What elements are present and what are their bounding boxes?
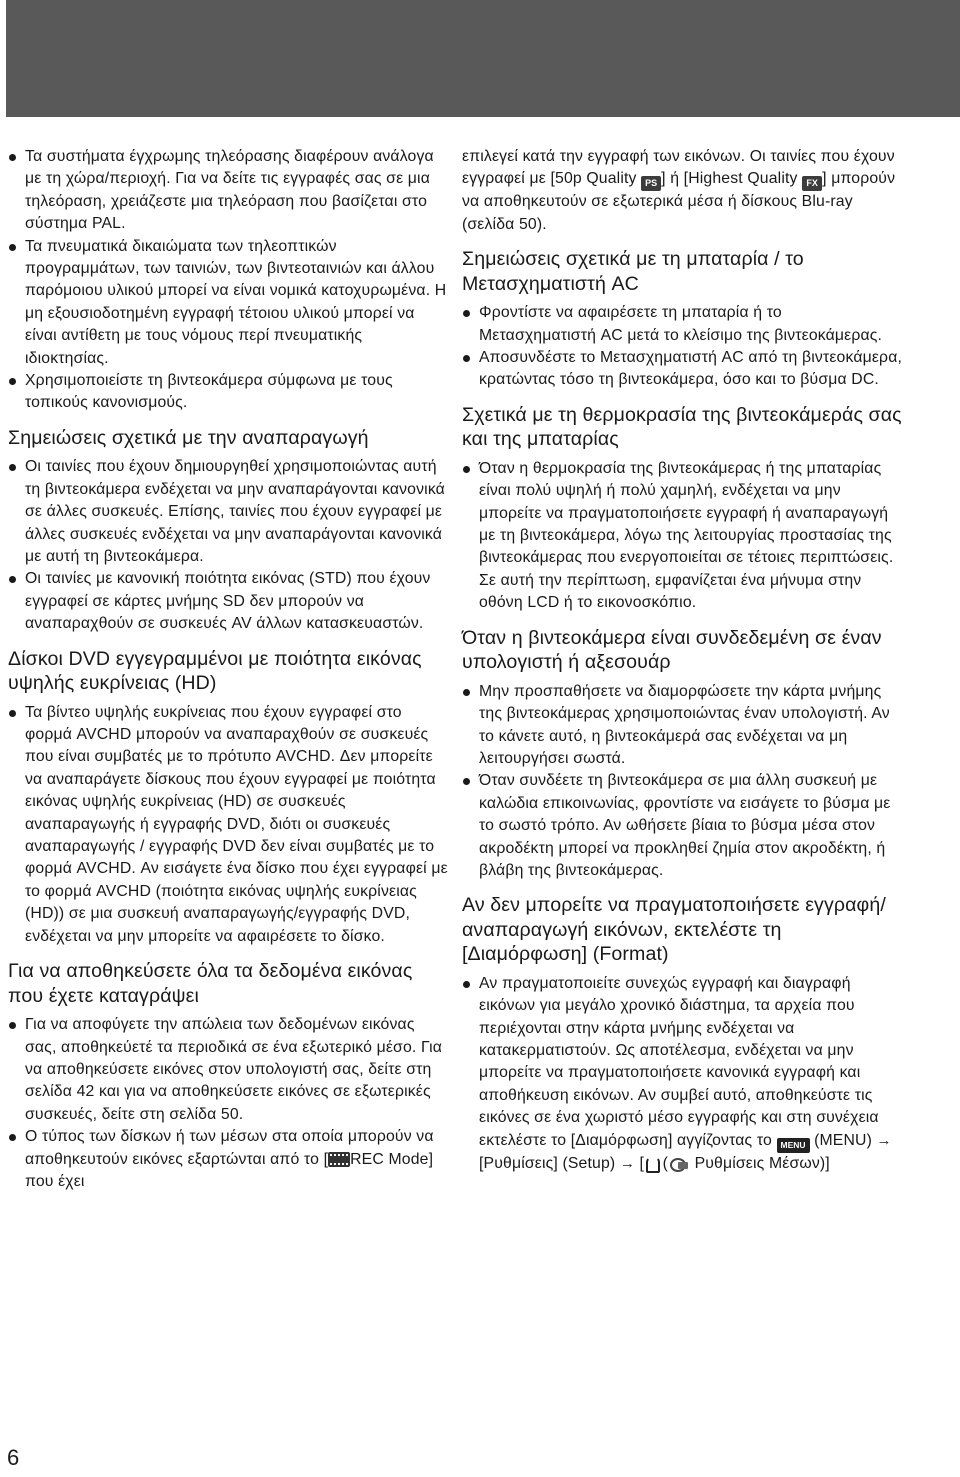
- section-heading-playback: Σημειώσεις σχετικά με την αναπαραγωγή: [8, 426, 369, 449]
- page-number: 6: [7, 1445, 20, 1470]
- list-item: [462, 347, 902, 392]
- setup-tool-icon: [644, 1156, 658, 1171]
- bullet-icon: [9, 464, 16, 471]
- bullet-icon: [9, 244, 16, 251]
- list-item-text: Για να αποφύγετε την απώλεια των δεδομένων εικόνας σας, αποθηκεύετέ τα περιοδικά σε ένα εξωτερικό μέσο. Για να αποθηκεύσετε εικόνες στον υπολογιστή σας, δείτε στη σελίδα 42 και για να αποθηκεύσετε εικόνες σε εξωτερικές συσκευές, δείτε στη σελίδα 50.: [25, 1016, 443, 1123]
- list-item: [462, 458, 902, 615]
- list-item: [462, 973, 902, 1175]
- list-item: [8, 146, 448, 236]
- bullet-icon: [463, 310, 470, 317]
- continued-paragraph: [462, 146, 902, 236]
- right-arrow-icon: →: [619, 1154, 636, 1172]
- save-list: [8, 1014, 448, 1193]
- list-item: [8, 568, 448, 635]
- list-item: [462, 681, 902, 771]
- intro-list: [8, 146, 448, 415]
- list-item-text: Οι ταινίες με κανονική ποιότητα εικόνας (STD) που έχουν εγγραφεί σε κάρτες μνήμης SD δεν μπορούν να αναπαραχθούν σε συσκευές AV άλλων κατασκευαστών.: [25, 570, 431, 633]
- list-item: [8, 236, 448, 370]
- text-segment: Ρυθμίσεις Μέσων)]: [690, 1154, 830, 1172]
- bullet-icon: [463, 689, 470, 696]
- section-heading-save: Για να αποθηκεύσετε όλα τα δεδομένα εικόνας που έχετε καταγράψει: [8, 960, 413, 1007]
- list-item-text: Αν πραγματοποιείτε συνεχώς εγγραφή και διαγραφή εικόνων για μεγάλο χρονικό διάστημα, τα αρχεία που περιέχονται στην κάρτα μνήμης ενδέχεται να κατακερματιστούν. Ως αποτέλεσμα, ενδέχεται να μην μπορείτε να πραγματοποιήσετε κανονικά εγγραφή και αποθήκευση εικόνων. Αν συμβεί αυτό, αποθηκεύστε τις εικόνες σε ένα χωριστό μέσο εγγραφής και στη συνέχεια εκτελέστε το [Διαμόρφωση] αγγίζοντας το: [479, 974, 879, 1149]
- bullet-icon: [9, 576, 16, 583]
- list-item: [8, 1126, 448, 1193]
- bullet-icon: [9, 1134, 16, 1141]
- text-segment: ] ή [Highest Quality: [661, 170, 803, 188]
- bullet-icon: [9, 154, 16, 161]
- list-item-text: Τα πνευματικά δικαιώματα των τηλεοπτικών προγραμμάτων, των ταινιών, των βιντεοταινιών και άλλου παρόμοιου υλικού μπορεί να είναι νομικά κατοχυρωμένα. Η μη εξουσιοδοτημένη εγγραφή τέτοιου υλικού μπορεί να είναι αντίθετη με τους νόμους περί πνευματικής ιδιοκτησίας.: [25, 237, 447, 367]
- section-heading-battery: Σημειώσεις σχετικά με τη μπαταρία / το Μετασχηματιστή AC: [462, 248, 804, 295]
- list-item-text: Χρησιμοποιείστε τη βιντεοκάμερα σύμφωνα με τους τοπικούς κανονισμούς.: [25, 372, 393, 412]
- text-segment: [: [635, 1154, 645, 1172]
- section-heading-computer: Όταν η βιντεοκάμερα είναι συνδεδεμένη σε έναν υπολογιστή ή αξεσουάρ: [462, 626, 882, 674]
- text-segment: (: [658, 1154, 669, 1172]
- section-heading-format: Αν δεν μπορείτε να πραγματοποιήσετε εγγραφή/αναπαραγωγή εικόνων, εκτελέστε τη [Διαμόρφωση] (Format): [462, 894, 886, 966]
- list-item: [8, 370, 448, 415]
- computer-list: [462, 681, 902, 883]
- battery-list: [462, 302, 902, 392]
- media-settings-icon: [668, 1156, 690, 1171]
- list-item-text: Οι ταινίες που έχουν δημιουργηθεί χρησιμοποιώντας αυτή τη βιντεοκάμερα ενδέχεται να μην αναπαράγονται κανονικά σε άλλες συσκευές. Επίσης, ταινίες που έχουν εγγραφεί με άλλες συσκευές ενδέχεται να μην αναπαράγονται κανονικά με αυτή τη βιντεοκάμερα.: [25, 458, 445, 565]
- text-segment: επιλεγεί κατά την εγγραφή των εικόνων. Οι ταινίες που έχουν εγγραφεί με [50p Quality: [462, 148, 895, 188]
- list-item-text: Όταν η θερμοκρασία της βιντεοκάμερας ή της μπαταρίας είναι πολύ υψηλή ή πολύ χαμηλή, ενδέχεται να μην μπορείτε να πραγματοποιήσετε εγγραφή ή αναπαραγωγή με τη βιντεοκάμερα, λόγω της λειτουργίας προστασίας της βιντεοκάμερας που ενεργοποιείται σε τέτοιες περιπτώσεις. Σε αυτή την περίπτωση, εμφανίζεται ένα μήνυμα στην οθόνη LCD ή το εικονοσκόπιο.: [479, 459, 894, 612]
- bullet-icon: [463, 981, 470, 988]
- list-item-text-tail: REC Mode] που έχει: [25, 1150, 434, 1190]
- menu-icon: MENU: [777, 1138, 810, 1153]
- text-segment: ] μπορούν να αποθηκευτούν σε εξωτερικά μέσα ή δίσκους Blu-ray (σελίδα 50).: [462, 170, 896, 233]
- text-segment: (MENU): [809, 1131, 877, 1149]
- bullet-icon: [9, 378, 16, 385]
- format-list: [462, 973, 902, 1175]
- dvd-list: [8, 702, 448, 948]
- text-segment: [Ρυθμίσεις] (Setup): [479, 1154, 620, 1172]
- right-column: [462, 146, 902, 1175]
- top-header-bar: [6, 0, 960, 117]
- list-item-text: Αποσυνδέστε το Μετασχηματιστή AC από τη βιντεοκάμερα, κρατώντας τόσο τη βιντεοκάμερα, όσο και το βύσμα DC.: [479, 349, 903, 389]
- list-item: [462, 770, 902, 882]
- list-item-text: Φροντίστε να αφαιρέσετε τη μπαταρία ή το Μετασχηματιστή AC μετά το κλείσιμο της βιντεοκάμερας.: [479, 304, 883, 344]
- bullet-icon: [463, 466, 470, 473]
- bullet-icon: [463, 778, 470, 785]
- film-rec-icon: [328, 1152, 350, 1167]
- list-item-text: Τα βίντεο υψηλής ευκρίνειας που έχουν εγγραφεί στο φορμά AVCHD μπορούν να αναπαραχθούν σε συσκευές που είναι συμβατές με το πρότυπο AVCHD. Δεν μπορείτε να αναπαράγετε δίσκους που έχουν εγγραφεί με ποιότητα εικόνας υψηλής ευκρίνειας (HD) σε συσκευές αναπαραγωγής ή εγγραφής DVD, διότι οι συσκευές αναπαραγωγής / εγγραφής DVD δεν είναι συμβατές με το φορμά AVCHD. Αν εισάγετε ένα δίσκο που έχει εγγραφεί με το φορμά AVCHD (ποιότητα εικόνας υψηλής ευκρίνειας (HD)) σε μια συσκευή αναπαραγωγής/εγγραφής DVD, ενδέχεται να μην μπορείτε να αφαιρέσετε το δίσκο.: [25, 703, 448, 945]
- bullet-icon: [463, 355, 470, 362]
- list-item: [8, 1014, 448, 1126]
- right-arrow-icon: →: [876, 1131, 892, 1149]
- list-item: [8, 702, 448, 948]
- playback-list: [8, 456, 448, 635]
- ps-quality-icon: PS: [641, 176, 661, 191]
- list-item-text: Μην προσπαθήσετε να διαμορφώσετε την κάρτα μνήμης της βιντεοκάμερας χρησιμοποιώντας έναν υπολογιστή. Αν το κάνετε αυτό, η βιντεοκάμερά σας ενδέχεται να μη λειτουργήσει σωστά.: [479, 682, 890, 767]
- section-heading-dvd: Δίσκοι DVD εγγεγραμμένοι με ποιότητα εικόνας υψηλής ευκρίνειας (HD): [8, 647, 422, 695]
- left-column: [8, 146, 448, 1193]
- fx-quality-icon: FX: [802, 176, 822, 191]
- bullet-icon: [9, 710, 16, 717]
- bullet-icon: [9, 1022, 16, 1029]
- list-item: [462, 302, 902, 347]
- list-item-text: Ο τύπος των δίσκων ή των μέσων στα οποία μπορούν να αποθηκευτούν εικόνες εξαρτώνται από το [: [25, 1128, 434, 1168]
- section-heading-temperature: Σχετικά με τη θερμοκρασία της βιντεοκάμεράς σας και της μπαταρίας: [462, 403, 902, 451]
- list-item: [8, 456, 448, 568]
- list-item-text: Όταν συνδέετε τη βιντεοκάμερα σε μια άλλη συσκευή με καλώδια επικοινωνίας, φροντίστε να εισάγετε το βύσμα με το σωστό τρόπο. Αν ωθήσετε βίαια το βύσμα μέσα στον ακροδέκτη μπορεί να προκληθεί ζημία στον ακροδέκτη, ή βλάβη της βιντεοκάμερας.: [479, 772, 891, 879]
- list-item-text: Τα συστήματα έγχρωμης τηλεόρασης διαφέρουν ανάλογα με τη χώρα/περιοχή. Για να δείτε τις εγγραφές σας σε μια τηλεόραση, χρειάζεστε μια τηλεόραση που βασίζεται στο σύστημα PAL.: [25, 148, 434, 233]
- temperature-list: [462, 458, 902, 615]
